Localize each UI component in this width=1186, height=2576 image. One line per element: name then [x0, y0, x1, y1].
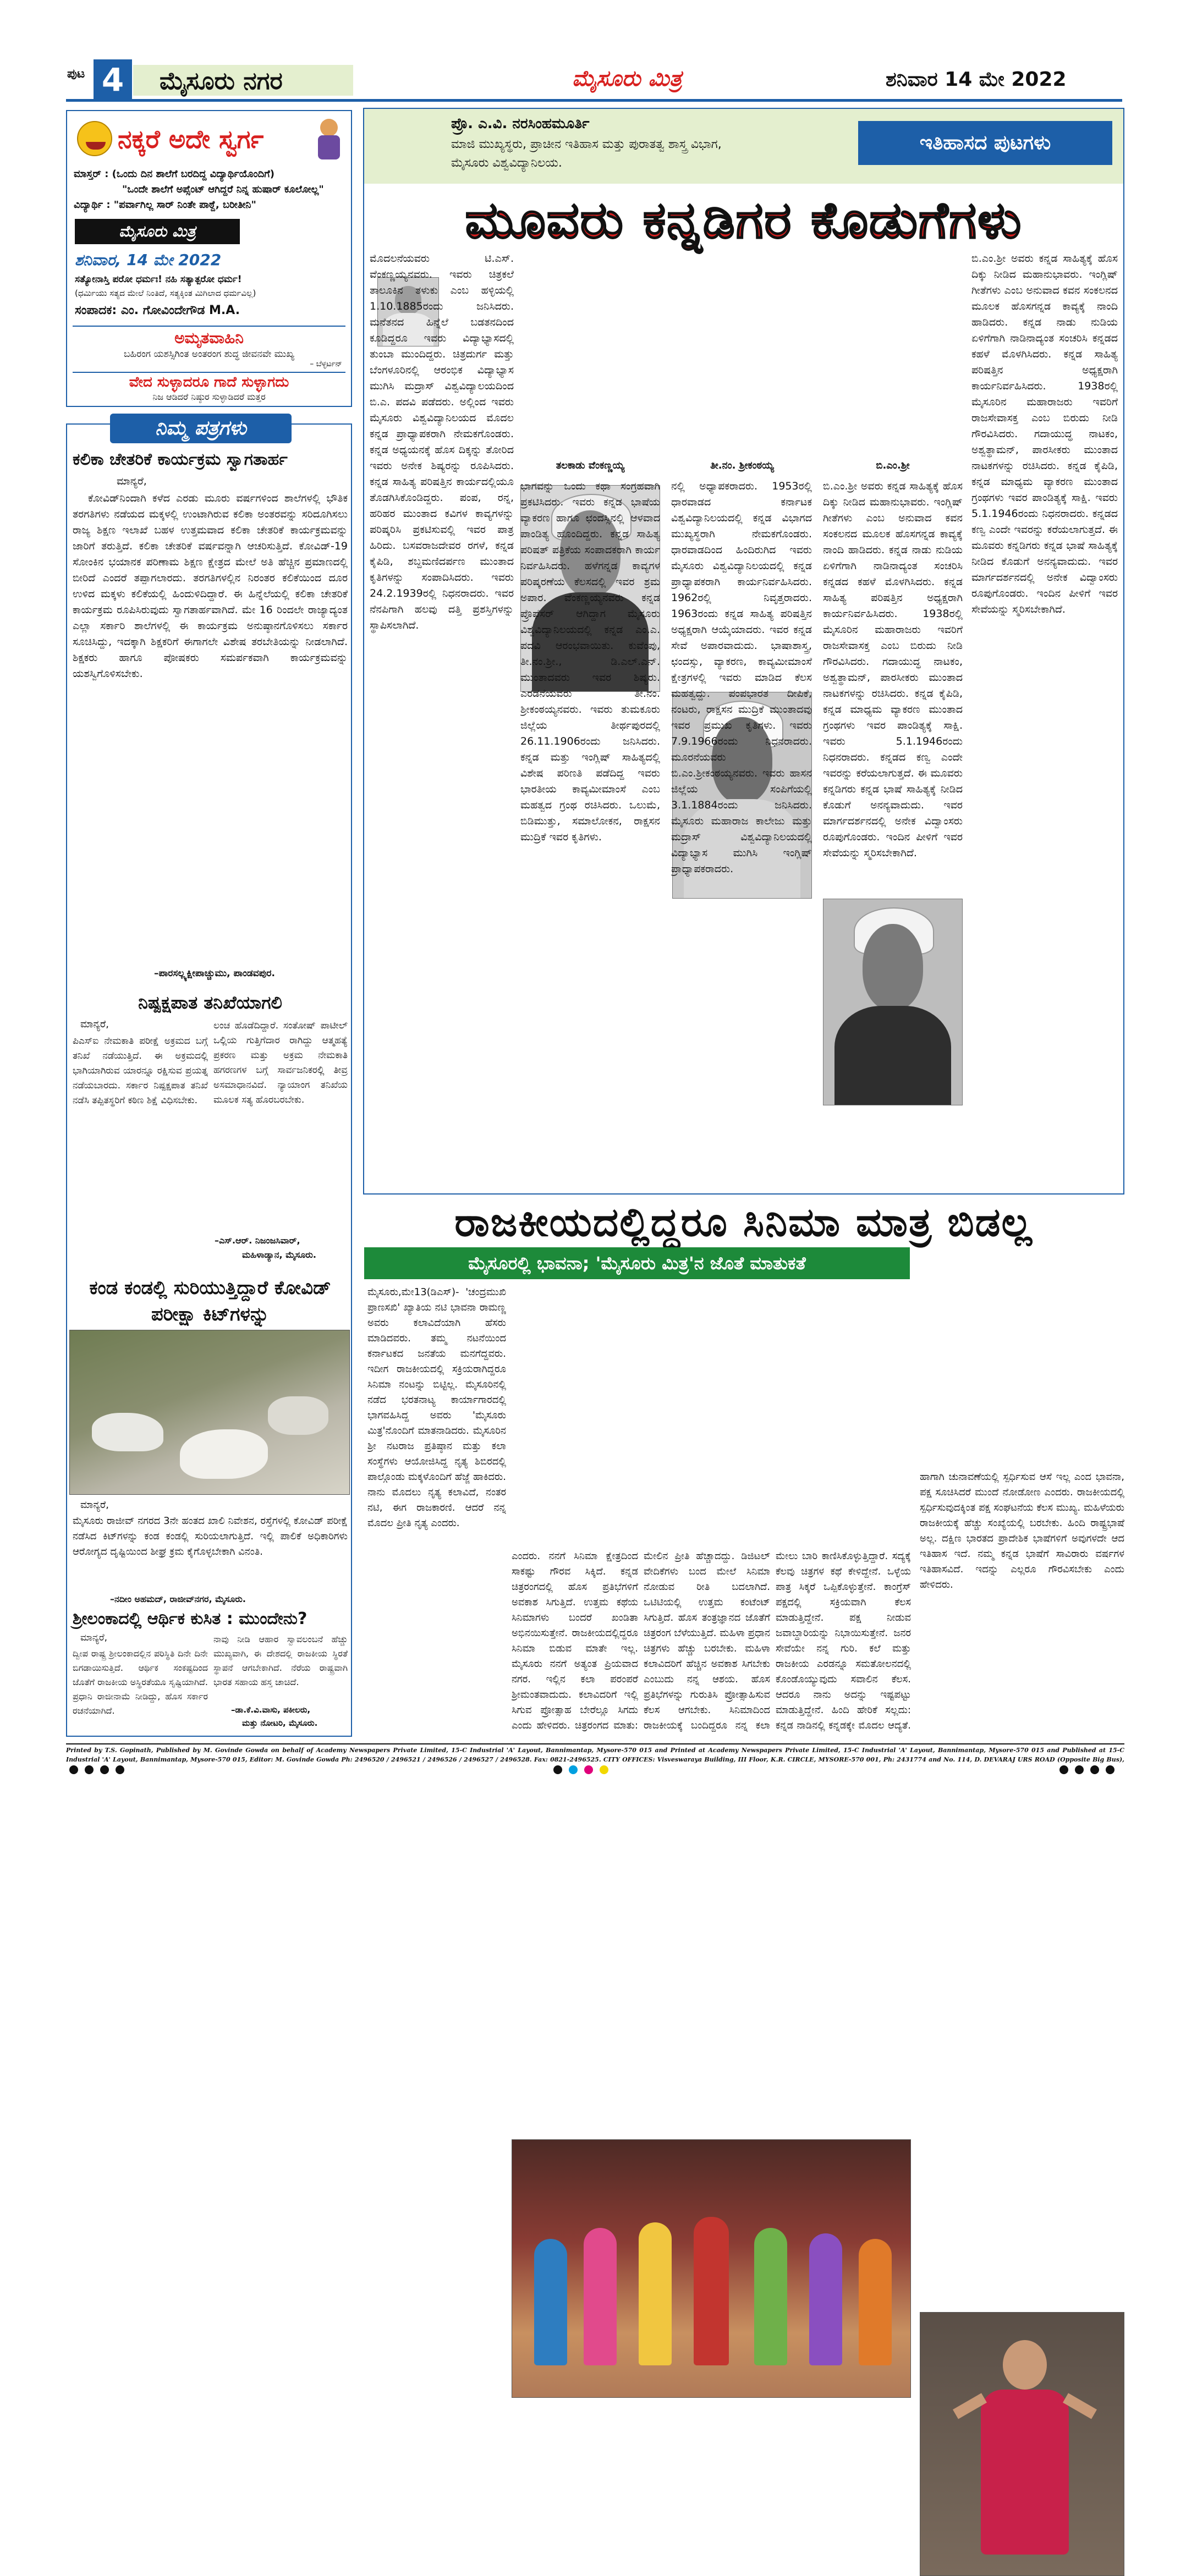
amruta-title: ಅಮೃತವಾಹಿನಿ — [174, 329, 244, 347]
cinema-col5: ಹಾಗಾಗಿ ಚುನಾವಣೆಯಲ್ಲಿ ಸ್ಪರ್ಧಿಸುವ ಆಸೆ ಇಲ್ಲ ಎಂದ ಭಾವನಾ, ಪಕ್ಷ ಸೂಚಿಸಿದರೆ ಮುಂದೆ ನೋಡೋಣ ಎಂದರು. ರಾಜಕೀಯದಲ್ಲಿ ಸ್ಪರ್ಧಿಸುವುದಕ್ಕಿಂತ ಪಕ್ಷ ಸಂಘಟನೆಯ ಕೆಲಸ ಮುಖ್ಯ. ಮಹಿಳೆಯರು ರಾಜಕೀಯಕ್ಕೆ ಹೆಚ್ಚು ಸಂಖ್ಯೆಯಲ್ಲಿ ಬರಬೇಕು. ಹಿಂದಿ ರಾಷ್ಟ್ರಭಾಷೆ ಅಲ್ಲ. ದಕ್ಷಿಣ ಭಾರತದ ಪ್ರಾದೇಶಿಕ ಭಾಷೆಗಳಿಗೆ ಅವುಗಳದೇ ಆದ ಇತಿಹಾಸ ಇದೆ. ನಮ್ಮ ಕನ್ನಡ ಭಾಷೆಗೆ ಸಾವಿರಾರು ವರ್ಷಗಳ ಇತಿಹಾಸವಿದೆ. ಇದನ್ನು ಎಲ್ಲರೂ ಗೌರವಿಸಬೇಕು ಎಂದು ಹೇಳಿದರು. — [920, 1471, 1124, 1590]
caption-tinam: ತೀ.ನಂ. ಶ್ರೀಕಂಠಯ್ಯ — [710, 460, 774, 471]
caption-bmsri: ಬಿ.ಎಂ.ಶ್ರೀ — [876, 460, 910, 471]
letter3-body: ಮೈಸೂರು ರಾಜೀವ್ ನಗರದ 3ನೇ ಹಂತದ ಖಾಲಿ ನಿವೇಶನ, ರಸ್ತೆಗಳಲ್ಲಿ ಕೋವಿಡ್ ಪರೀಕ್ಷೆ ನಡೆಸಿದ ಕಿಟ್‌ಗಳನ್ನು ಕಂಡ ಕಂಡಲ್ಲಿ ಸುರಿಯಲಾಗುತ್ತಿದೆ. ಇಲ್ಲಿ ಪಾಲಿಕೆ ಅಧಿಕಾರಿಗಳು ಆರೋಗ್ಯದ ದೃಷ್ಟಿಯಿಂದ ಶೀಘ್ರ ಕ್ರಮ ಕೈಗೊಳ್ಳಬೇಕಾಗಿ ವಿನಂತಿ. — [73, 1515, 348, 1557]
cinema-col3: ಮೇಲಿನ ಪ್ರೀತಿ ಹೆಚ್ಚಾದದ್ದು. ಡಿಜಿಟಲ್ ವೇದಿಕೆಗಳು ಬಂದ ಮೇಲೆ ಸಿನಿಮಾ ನೋಡುವ ರೀತಿ ಬದಲಾಗಿದೆ. ಒಟಿಟಿಯಲ್ಲಿ ಉತ್ತಮ ಕಂಟೆಂಟ್ ಸಿಗುತ್ತಿದೆ. ಹೊಸ ತಂತ್ರಜ್ಞಾನದ ಜೊತೆಗೆ ಚಿತ್ರರಂಗ ಬೆಳೆಯುತ್ತಿದೆ. ಮಹಿಳಾ ಪ್ರಧಾನ ಚಿತ್ರಗಳು ಹೆಚ್ಚು ಬರಬೇಕು. ಮಹಿಳಾ ಕಲಾವಿದರಿಗೆ ಹೆಚ್ಚಿನ ಅವಕಾಶ ಸಿಗಬೇಕು ಎಂಬುದು ನನ್ನ ಆಶಯ. ಹೊಸ ಪ್ರತಿಭೆಗಳನ್ನು ಗುರುತಿಸಿ ಪ್ರೋತ್ಸಾಹಿಸುವ ಕೆಲಸ ಆಗಬೇಕು. ಸಿನಿಮಾದಿಂದ ರಾಜಕೀಯಕ್ಕೆ ಬಂದಿದ್ದರೂ ನನ್ನ ಕಲಾ — [644, 1550, 770, 1731]
letter2-title: ನಿಷ್ಪಕ್ಷಪಾತ ತನಿಖೆಯಾಗಲಿ — [138, 992, 282, 1013]
laughing-face-icon — [77, 121, 112, 156]
veda-text: ನಿಜ ಆಡಿದರೆ ನಿಷ್ಠುರ ಸುಳ್ಳಾಡಿದರೆ ಮತ್ತರ — [152, 392, 266, 402]
amruta-author: – ಬೆಳ್ಳರ್ಟನ್ — [310, 360, 342, 368]
series-label: ಇತಿಹಾಸದ ಪುಟಗಳು — [858, 121, 1112, 165]
page-date: ಶನಿವಾರ 14 ಮೇ 2022 — [886, 68, 1067, 91]
dance-workshop-photo — [512, 2139, 911, 2398]
history-col4: ಬಿ.ಎಂ.ಶ್ರೀ ಅವರು ಕನ್ನಡ ಸಾಹಿತ್ಯಕ್ಕೆ ಹೊಸ ದಿಕ್ಕು ನೀಡಿದ ಮಹಾನುಭಾವರು. ಇಂಗ್ಲಿಷ್ ಗೀತೆಗಳು ಎಂಬ ಅನುವಾದ ಕವನ ಸಂಕಲನದ ಮೂಲಕ ಹೊಸಗನ್ನಡ ಕಾವ್ಯಕ್ಕೆ ನಾಂದಿ ಹಾಡಿದರು. ಕನ್ನಡ ನಾಡು ನುಡಿಯ ಏಳಿಗೆಗಾಗಿ ನಾಡಿನಾದ್ಯಂತ ಸಂಚರಿಸಿ ಕನ್ನಡದ ಕಹಳೆ ಮೊಳಗಿಸಿದರು. ಕನ್ನಡ ಸಾಹಿತ್ಯ ಪರಿಷತ್ತಿನ ಅಧ್ಯಕ್ಷರಾಗಿ ಕಾರ್ಯನಿರ್ವಹಿಸಿದರು. 1938ರಲ್ಲಿ ಮೈಸೂರಿನ ಮಹಾರಾಜರು ಇವರಿಗೆ ರಾಜಸೇವಾಸಕ್ತ ಎಂಬ ಬಿರುದು ನೀಡಿ ಗೌರವಿಸಿದರು. ಗದಾಯುದ್ಧ ನಾಟಕಂ, ಅಶ್ವತ್ಥಾಮನ್, ಪಾರಸೀಕರು ಮುಂತಾದ ನಾಟಕಗಳನ್ನು ರಚಿಸಿದರು. ಕನ್ನಡ ಕೈಪಿಡಿ, ಕನ್ನಡ ಮಾಧ್ಯಮ ವ್ಯಾಕರಣ ಮುಂತಾದ ಗ್ರಂಥಗಳು ಇವರ ಪಾಂಡಿತ್ಯಕ್ಕೆ ಸಾಕ್ಷಿ. ಇವರು 5.1.1946ರಂದು ನಿಧನರಾದರು. ಕನ್ನಡದ ಕಣ್ವ ಎಂದೇ ಇವರನ್ನು ಕರೆಯಲಾಗುತ್ತದೆ. ಈ ಮೂವರು ಕನ್ನಡಿಗರು ಕನ್ನಡ ಭಾಷೆ ಸಾಹಿತ್ಯಕ್ಕೆ ನೀಡಿದ ಕೊಡುಗೆ ಅನನ್ಯವಾದುದು. ಇವರ ಮಾರ್ಗದರ್ಶನದಲ್ಲಿ ಅನೇಕ ವಿದ್ವಾಂಸರು ರೂಪುಗೊಂಡರು. ಇಂದಿನ ಪೀಳಿಗೆ ಇವರ ಸೇವೆಯನ್ನು ಸ್ಮರಿಸಬೇಕಾಗಿದೆ. — [823, 480, 963, 859]
cinema-col4: ಮೇಲು ಬಾರಿ ಕಾಣಿಸಿಕೊಳ್ಳುತ್ತಿದ್ದಾರೆ. ಸದ್ಯಕ್ಕೆ ಕೆಲವು ಚಿತ್ರಗಳ ಕಥೆ ಕೇಳಿದ್ದೇನೆ. ಒಳ್ಳೆಯ ಪಾತ್ರ ಸಿಕ್ಕರೆ ಒಪ್ಪಿಕೊಳ್ಳುತ್ತೇನೆ. ಕಾಂಗ್ರೆಸ್ ಪಕ್ಷದಲ್ಲಿ ಸಕ್ರಿಯವಾಗಿ ಕೆಲಸ ಮಾಡುತ್ತಿದ್ದೇನೆ. ಪಕ್ಷ ನೀಡುವ ಜವಾಬ್ದಾರಿಯನ್ನು ನಿಭಾಯಿಸುತ್ತೇನೆ. ಜನರ ಸೇವೆಯೇ ನನ್ನ ಗುರಿ. ಕಲೆ ಮತ್ತು ರಾಜಕೀಯ ಎರಡನ್ನೂ ಸಮತೋಲನದಲ್ಲಿ ಕೊಂಡೊಯ್ಯುವುದು ಸವಾಲಿನ ಕೆಲಸ. ಆದರೂ ನಾನು ಅದನ್ನು ಇಷ್ಟಪಟ್ಟು ಮಾಡುತ್ತಿದ್ದೇನೆ. ಹಿಂದಿ ಹೇರಿಕೆ ಸಲ್ಲದು: ಕನ್ನಡ ನಾಡಿನಲ್ಲಿ ಕನ್ನಡಕ್ಕೇ ಮೊದಲ ಆದ್ಯತೆ. — [776, 1550, 911, 1731]
cinema-col1: ಮೈಸೂರು,ಮೇ13(ಡಿಎಸ್)- 'ಚಂದ್ರಮುಖಿ ಪ್ರಾಣಸಖಿ' ಖ್ಯಾತಿಯ ನಟಿ ಭಾವನಾ ರಾಮಣ್ಣ ಅವರು ಕಲಾವಿದೆಯಾಗಿ ಹೆಸರು ಮಾಡಿದವರು. ತಮ್ಮ ನಟನೆಯಿಂದ ಕರ್ನಾಟಕದ ಜನತೆಯ ಮನಗೆದ್ದವರು. ಇದೀಗ ರಾಜಕೀಯದಲ್ಲಿ ಸಕ್ರಿಯರಾಗಿದ್ದರೂ ಸಿನಿಮಾ ನಂಟನ್ನು ಬಿಟ್ಟಿಲ್ಲ. ಮೈಸೂರಿನಲ್ಲಿ ನಡೆದ ಭರತನಾಟ್ಯ ಕಾರ್ಯಾಗಾರದಲ್ಲಿ ಭಾಗವಹಿಸಿದ್ದ ಅವರು 'ಮೈಸೂರು ಮಿತ್ರ'ನೊಂದಿಗೆ ಮಾತನಾಡಿದರು. ಮೈಸೂರಿನ ಶ್ರೀ ನಟರಾಜ ಪ್ರತಿಷ್ಠಾನ ಮತ್ತು ಕಲಾ ಸಂಸ್ಥೆಗಳು ಆಯೋಜಿಸಿದ್ದ ನೃತ್ಯ ಶಿಬಿರದಲ್ಲಿ ಪಾಲ್ಗೊಂಡು ಮಕ್ಕಳೊಂದಿಗೆ ಹೆಜ್ಜೆ ಹಾಕಿದರು. ನಾನು ಮೊದಲು ನೃತ್ಯ ಕಲಾವಿದೆ, ನಂತರ ನಟಿ, ಈಗ ರಾಜಕಾರಣಿ. ಆದರೆ ನನ್ನ ಮೊದಲ ಪ್ರೀತಿ ನೃತ್ಯ ಎಂದರು. — [367, 1286, 506, 1529]
history-col3: ನಲ್ಲಿ ಅಧ್ಯಾಪಕರಾದರು. 1953ರಲ್ಲಿ ಧಾರವಾಡದ ಕರ್ನಾಟಕ ವಿಶ್ವವಿದ್ಯಾನಿಲಯದಲ್ಲಿ ಕನ್ನಡ ವಿಭಾಗದ ಮುಖ್ಯಸ್ಥರಾಗಿ ನೇಮಕಗೊಂಡರು. ಧಾರವಾಡದಿಂದ ಹಿಂದಿರುಗಿದ ಇವರು ಮೈಸೂರು ವಿಶ್ವವಿದ್ಯಾನಿಲಯದಲ್ಲಿ ಕನ್ನಡ ಪ್ರಾಧ್ಯಾಪಕರಾಗಿ ಕಾರ್ಯನಿರ್ವಹಿಸಿದರು. 1962ರಲ್ಲಿ ನಿವೃತ್ತರಾದರು. 1963ರಂದು ಕನ್ನಡ ಸಾಹಿತ್ಯ ಪರಿಷತ್ತಿನ ಅಧ್ಯಕ್ಷರಾಗಿ ಆಯ್ಕೆಯಾದರು. ಇವರ ಕನ್ನಡ ಸೇವೆ ಅಪಾರವಾದುದು. ಭಾಷಾಶಾಸ್ತ್ರ, ಛಂದಸ್ಸು, ವ್ಯಾಕರಣ, ಕಾವ್ಯಮೀಮಾಂಸೆ ಕ್ಷೇತ್ರಗಳಲ್ಲಿ ಇವರು ಮಾಡಿದ ಕೆಲಸ ಮಹತ್ವದ್ದು. ಪಂಪಭಾರತ ದೀಪಿಕೆ, ನಂಟರು, ರಾಕ್ಷಸನ ಮುದ್ರಿಕೆ ಮುಂತಾದವು ಇವರ ಪ್ರಮುಖ ಕೃತಿಗಳು. ಇವರು 7.9.1966ರಂದು ನಿಧನರಾದರು. ಮೂರನೆಯವರು ಬಿ.ಎಂ.ಶ್ರೀಕಂಠಯ್ಯನವರು. ಇವರು ಹಾಸನ ಜಿಲ್ಲೆಯ ಸಂಪಿಗೆಯಲ್ಲಿ 3.1.1884ರಂದು ಜನಿಸಿದರು. ಮೈಸೂರು ಮಹಾರಾಜ ಕಾಲೇಜು ಮತ್ತು ಮದ್ರಾಸ್ ವಿಶ್ವವಿದ್ಯಾನಿಲಯದಲ್ಲಿ ವಿದ್ಯಾಭ್ಯಾಸ ಮುಗಿಸಿ ಇಂಗ್ಲಿಷ್ ಪ್ರಾಧ್ಯಾಪಕರಾದರು. — [671, 480, 812, 875]
letter2-salute: ಮಾನ್ಯರೆ, — [80, 1019, 109, 1030]
page-header — [0, 55, 1186, 102]
letter4-sign1: –ಡಾ.ಕೆ.ವಿ.ವಾಸು, ಪಕೀಲರು, — [231, 1705, 311, 1715]
letter1-salute: ಮಾನ್ಯರೆ, — [117, 475, 147, 487]
cinema-subhead: ಮೈಸೂರಲ್ಲಿ ಭಾವನಾ; 'ಮೈಸೂರು ಮಿತ್ರ'ನ ಜೊತೆ ಮಾತುಕತೆ — [364, 1247, 910, 1279]
cinema-headline: ರಾಜಕೀಯದಲ್ಲಿದ್ದರೂ ಸಿನಿಮಾ ಮಾತ್ರ ಬಿಡಲ್ಲ — [454, 1199, 1033, 1245]
humour-title: ನಕ್ಕರೆ ಅದೇ ಸ್ವರ್ಗ — [118, 124, 264, 154]
caption-venkannaiah: ತಲಕಾಡು ವೆಂಕಣ್ಣಯ್ಯ — [556, 460, 625, 471]
humour-box — [66, 110, 352, 407]
letter4-body-b: ನಾವು ನೀಡಿ ಆಹಾರ ಸ್ವಾವಲಂಬನೆ ಹೆಚ್ಚು ಮುಖ್ಯವಾಗಿ, ಈ ದೇಶದಲ್ಲಿ ರಾಜಕೀಯ ಸ್ಥಿರತೆ ಸ್ಥಾಪನೆ ಆಗಬೇಕಾಗಿದೆ. ನೆರೆಯ ರಾಷ್ಟ್ರವಾಗಿ ಭಾರತ ಸಹಾಯ ಹಸ್ತ ಚಾಚಿದೆ. — [213, 1634, 348, 1687]
page-number: 4 — [101, 61, 124, 98]
history-col2: ಭಾಗವನ್ನು ಒಂದು ಕಥಾ ಸಂಗ್ರಹವಾಗಿ ಪ್ರಕಟಿಸಿದರು. ಇವರು ಕನ್ನಡ ಭಾಷೆಯ ವ್ಯಾಕರಣ ಹಾಗೂ ಛಂದಸ್ಸಿನಲ್ಲಿ ಆಳವಾದ ಪಾಂಡಿತ್ಯ ಹೊಂದಿದ್ದರು. ಕನ್ನಡ ಸಾಹಿತ್ಯ ಪರಿಷತ್ ಪತ್ರಿಕೆಯ ಸಂಪಾದಕರಾಗಿ ಕಾರ್ಯ ನಿರ್ವಹಿಸಿದರು. ಹಳೆಗನ್ನಡ ಕಾವ್ಯಗಳ ಪರಿಷ್ಕರಣೆಯ ಕೆಲಸದಲ್ಲಿ ಇವರ ಶ್ರಮ ಅಪಾರ. ವೆಂಕಣ್ಣಯ್ಯನವರು ಕನ್ನಡ ಪ್ರೊಫೆಸರ್ ಆಗಿದ್ದಾಗ ಮೈಸೂರು ವಿಶ್ವವಿದ್ಯಾನಿಲಯದಲ್ಲಿ ಕನ್ನಡ ಎಂ.ಎ. ಪದವಿ ಆರಂಭವಾಯಿತು. ಕುವೆಂಪು, ತೀ.ನಂ.ಶ್ರೀ., ಡಿ.ಎಲ್.ಎನ್. ಮುಂತಾದವರು ಇವರ ಶಿಷ್ಯರು. ಎರಡನೆಯವರು ತೀ.ನಂ. ಶ್ರೀಕಂಠಯ್ಯನವರು. ಇವರು ತುಮಕೂರು ಜಿಲ್ಲೆಯ ತೀರ್ಥಪುರದಲ್ಲಿ 26.11.1906ರಂದು ಜನಿಸಿದರು. ಕನ್ನಡ ಮತ್ತು ಇಂಗ್ಲಿಷ್ ಸಾಹಿತ್ಯದಲ್ಲಿ ವಿಶೇಷ ಪರಿಣತಿ ಪಡೆದಿದ್ದ ಇವರು ಭಾರತೀಯ ಕಾವ್ಯಮೀಮಾಂಸೆ ಎಂಬ ಮಹತ್ವದ ಗ್ರಂಥ ರಚಿಸಿದರು. ಒಲುಮೆ, ಬಿಡಿಮುತ್ತು, ಸಮಾಲೋಕನ, ರಾಕ್ಷಸನ ಮುದ್ರಿಕೆ ಇವರ ಕೃತಿಗಳು. — [520, 480, 660, 843]
letter4-sign2: ಮತ್ತು ನೋಟರಿ, ಮೈಸೂರು. — [242, 1718, 318, 1728]
editor-motto-sub: (ಧರ್ಮಿಯು ಸತ್ಯದ ಮೇಲೆ ನಿಂತಿದೆ, ಸತ್ಯಕ್ಕಿಂತ ಮಿಗಿಲಾದ ಧರ್ಮವಿಲ್ಲ) — [75, 288, 256, 298]
history-headline: ಮೂವರು ಕನ್ನಡಿಗರ ಕೊಡುಗೆಗಳು — [465, 190, 1023, 250]
letters-header: ನಿಮ್ಮ ಪತ್ರಗಳು — [110, 414, 292, 443]
veda-title: ವೇದ ಸುಳ್ಳಾದರೂ ಗಾದೆ ಸುಳ್ಳಾಗದು — [129, 374, 289, 390]
history-col5: ಬಿ.ಎಂ.ಶ್ರೀ ಅವರು ಕನ್ನಡ ಸಾಹಿತ್ಯಕ್ಕೆ ಹೊಸ ದಿಕ್ಕು ನೀಡಿದ ಮಹಾನುಭಾವರು. ಇಂಗ್ಲಿಷ್ ಗೀತೆಗಳು ಎಂಬ ಅನುವಾದ ಕವನ ಸಂಕಲನದ ಮೂಲಕ ಹೊಸಗನ್ನಡ ಕಾವ್ಯಕ್ಕೆ ನಾಂದಿ ಹಾಡಿದರು. ಕನ್ನಡ ನಾಡು ನುಡಿಯ ಏಳಿಗೆಗಾಗಿ ನಾಡಿನಾದ್ಯಂತ ಸಂಚರಿಸಿ ಕನ್ನಡದ ಕಹಳೆ ಮೊಳಗಿಸಿದರು. ಕನ್ನಡ ಸಾಹಿತ್ಯ ಪರಿಷತ್ತಿನ ಅಧ್ಯಕ್ಷರಾಗಿ ಕಾರ್ಯನಿರ್ವಹಿಸಿದರು. 1938ರಲ್ಲಿ ಮೈಸೂರಿನ ಮಹಾರಾಜರು ಇವರಿಗೆ ರಾಜಸೇವಾಸಕ್ತ ಎಂಬ ಬಿರುದು ನೀಡಿ ಗೌರವಿಸಿದರು. ಗದಾಯುದ್ಧ ನಾಟಕಂ, ಅಶ್ವತ್ಥಾಮನ್, ಪಾರಸೀಕರು ಮುಂತಾದ ನಾಟಕಗಳನ್ನು ರಚಿಸಿದರು. ಕನ್ನಡ ಕೈಪಿಡಿ, ಕನ್ನಡ ಮಾಧ್ಯಮ ವ್ಯಾಕರಣ ಮುಂತಾದ ಗ್ರಂಥಗಳು ಇವರ ಪಾಂಡಿತ್ಯಕ್ಕೆ ಸಾಕ್ಷಿ. ಇವರು 5.1.1946ರಂದು ನಿಧನರಾದರು. ಕನ್ನಡದ ಕಣ್ವ ಎಂದೇ ಇವರನ್ನು ಕರೆಯಲಾಗುತ್ತದೆ. ಈ ಮೂವರು ಕನ್ನಡಿಗರು ಕನ್ನಡ ಭಾಷೆ ಸಾಹಿತ್ಯಕ್ಕೆ ನೀಡಿದ ಕೊಡುಗೆ ಅನನ್ಯವಾದುದು. ಇವರ ಮಾರ್ಗದರ್ಶನದಲ್ಲಿ ಅನೇಕ ವಿದ್ವಾಂಸರು ರೂಪುಗೊಂಡರು. ಇಂದಿನ ಪೀಳಿಗೆ ಇವರ ಸೇವೆಯನ್ನು ಸ್ಮರಿಸಬೇಕಾಗಿದೆ. — [971, 252, 1118, 615]
test-kit-waste-photo — [69, 1330, 350, 1495]
masthead-logo: ಮೈಸೂರು ಮಿತ್ರ — [572, 66, 682, 91]
author-role2: ಮೈಸೂರು ವಿಶ್ವವಿದ್ಯಾನಿಲಯ. — [451, 156, 562, 170]
letter3-title: ಕಂಡ ಕಂಡಲ್ಲಿ ಸುರಿಯುತ್ತಿದ್ದಾರೆ ಕೋವಿಡ್ ಪರೀಕ್ಷಾ ಕಿಟ್‌ಗಳನ್ನು — [89, 1277, 331, 1325]
letter3-salute: ಮಾನ್ಯರೆ, — [80, 1499, 109, 1511]
author-role1: ಮಾಜಿ ಮುಖ್ಯಸ್ಥರು, ಪ್ರಾಚೀನ ಇತಿಹಾಸ ಮತ್ತು ಪುರಾತತ್ವ ಶಾಸ್ತ್ರ ವಿಭಾಗ, — [451, 137, 722, 151]
section-title: ಮೈಸೂರು ನಗರ — [160, 67, 283, 95]
letter4-body-a: ದ್ವೀಪ ರಾಷ್ಟ್ರ ಶ್ರೀಲಂಕಾದಲ್ಲಿನ ಪರಿಸ್ಥಿತಿ ದಿನೇ ದಿನೇ ಬಿಗಡಾಯಿಸುತ್ತಿದೆ. ಆರ್ಥಿಕ ಸಂಕಷ್ಟದಿಂದ ಜೊತೆಗೆ ರಾಜಕೀಯ ಅಸ್ಥಿರತೆಯೂ ಸೃಷ್ಟಿಯಾಗಿದೆ. ಪ್ರಧಾನಿ ರಾಜೀನಾಮೆ ನೀಡಿದ್ದು, ಹೊಸ ಸರ್ಕಾರ ರಚನೆಯಾಗಿದೆ. — [73, 1648, 208, 1716]
letter4-salute: ಮಾನ್ಯರೆ, — [80, 1632, 108, 1643]
letter1-body: ಕೋವಿಡ್‌ನಿಂದಾಗಿ ಕಳೆದ ಎರಡು ಮೂರು ವರ್ಷಗಳಿಂದ ಶಾಲೆಗಳಲ್ಲಿ ಭೌತಿಕ ತರಗತಿಗಳು ನಡೆಯದ ಮಕ್ಕಳಲ್ಲಿ ಉಂಟಾಗಿರುವ ಕಲಿಕಾ ಅಂತರವನ್ನು ಸರಿದೂಗಿಸಲು ರಾಜ್ಯ ಶಿಕ್ಷಣ ಇಲಾಖೆ ಬಹಳ ಉತ್ತಮವಾದ ಕಲಿಕಾ ಚೇತರಿಕೆ ಕಾರ್ಯಕ್ರಮವನ್ನು ಜಾರಿಗೆ ತರುತ್ತಿದೆ. ಕಲಿಕಾ ಚೇತರಿಕೆ ವರ್ಷವನ್ನಾಗಿ ಆಚರಿಸುತ್ತಿದೆ. ಕೋವಿಡ್-19 ಸೋಂಕಿನ ಭಯಾನಕ ಪರಿಣಾಮ ಶಿಕ್ಷಣ ಕ್ಷೇತ್ರದ ಮೇಲೆ ಅತಿ ಹೆಚ್ಚಿನ ಪ್ರಮಾಣದಲ್ಲಿ ಬೀರಿದೆ ಎಂದರೆ ತಪ್ಪಾಗಲಾರದು. ತರಗತಿಗಳಲ್ಲಿನ ನಿರಂತರ ಕಲಿಕೆಯಿಂದ ದೂರ ಉಳಿದ ಮಕ್ಕಳು ಕಲಿಕೆಯಲ್ಲಿ ಹಿಂದುಳಿದಿದ್ದಾರೆ. ಈ ಹಿನ್ನೆಲೆಯಲ್ಲಿ ಕಲಿಕಾ ಚೇತರಿಕೆ ಕಾರ್ಯಕ್ರಮ ರೂಪಿಸಿರುವುದು ಸ್ವಾಗತಾರ್ಹವಾಗಿದೆ. ಮೇ 16 ರಿಂದಲೇ ರಾಜ್ಯಾದ್ಯಂತ ಎಲ್ಲಾ ಸರ್ಕಾರಿ ಶಾಲೆಗಳಲ್ಲಿ ಈ ಕಾರ್ಯಕ್ರಮ ಅನುಷ್ಠಾನಗೊಳಿಸಲು ಸರ್ಕಾರ ಸೂಚಿಸಿದ್ದು, ಇದಕ್ಕಾಗಿ ಶಿಕ್ಷಕರಿಗೆ ಈಗಾಗಲೇ ವಿಶೇಷ ತರಬೇತಿಯನ್ನು ನೀಡಲಾಗಿದೆ. ಶಿಕ್ಷಕರು ಹಾಗೂ ಪೋಷಕರು ಸಮರ್ಪಕವಾಗಿ ಕಾರ್ಯಕ್ರಮವನ್ನು ಯಶಸ್ವಿಗೊಳಿಸಬೇಕು. — [73, 492, 348, 680]
letter1-title: ಕಲಿಕಾ ಚೇತರಿಕೆ ಕಾರ್ಯಕ್ರಮ ಸ್ವಾಗತಾರ್ಹ — [73, 450, 288, 469]
amruta-text: ಬಹಿರಂಗ ಯಶಸ್ಸಿಗಿಂತ ಅಂತರಂಗ ಶುದ್ಧ ಜೀವನವೇ ಮುಖ್ಯ — [124, 349, 294, 360]
editor-name: ಸಂಪಾದಕ: ಎಂ. ಗೋವಿಂದೇಗೌಡ M.A. — [75, 304, 240, 317]
humour-line2: "ಒಂದೇ ಶಾಲೆಗೆ ಅಪ್ಸೆಂಟ್ ಆಗಿದ್ದರೆ ನಿನ್ನ ಹುಷಾರ್ ಕೂಲೋಲ್ಲ" — [122, 184, 324, 195]
letter2-body-a: ಪಿಎಸ್‌ಐ ನೇಮಕಾತಿ ಪರೀಕ್ಷೆ ಅಕ್ರಮದ ಬಗ್ಗೆ ತನಿಖೆ ನಡೆಯುತ್ತಿದೆ. ಈ ಅಕ್ರಮದಲ್ಲಿ ಭಾಗಿಯಾಗಿರುವ ಯಾರನ್ನೂ ರಕ್ಷಿಸುವ ಪ್ರಯತ್ನ ನಡೆಯಬಾರದು. ಸರ್ಕಾರ ನಿಷ್ಪಕ್ಷಪಾತ ತನಿಖೆ ನಡೆಸಿ ತಪ್ಪಿತಸ್ಥರಿಗೆ ಕಠಿಣ ಶಿಕ್ಷೆ ವಿಧಿಸಬೇಕು. — [73, 1036, 208, 1106]
letter4-title: ಶ್ರೀಲಂಕಾದಲ್ಲಿ ಆರ್ಥಿಕ ಕುಸಿತ : ಮುಂದೇನು? — [73, 1609, 308, 1628]
letter1-sign: –ಪಾರಸಲ್ಲ್ಯಕ್ಷೀಪಾಚ್ಚುಮು, ಪಾಂಡವಪುರ. — [154, 968, 275, 979]
veda-box — [73, 372, 345, 404]
editor-motto: ಸತ್ಯೋನಾಸ್ತಿ ಪರೋ ಧರ್ಮಃ! ನಹಿ ಸತ್ಯಾತ್ಪರೋ ಧರ್ಮ! — [75, 274, 242, 285]
bhavana-portrait-photo — [920, 2312, 1124, 2576]
author-name: ಪ್ರೊ. ಎ.ವಿ. ನರಸಿಂಹಮೂರ್ತಿ — [451, 115, 590, 132]
footer-imprint: Printed by T.S. Gopinath, Published by M. Govinde Gowda on behalf of Academy Newspapers Private Limited, 15-C Industrial 'A' Layout, Bannimantap, Mysore-570 015 and Printed at Academy Newspapers Private Limited, 15-C Industrial 'A' Layout, Bannimantap, Mysore-570 015 and Published at 15-C Industrial 'A' Layout, Bannimantap, Mysore-570 015, Editor: M. Govinde Gowda Ph: 2496520 / 2496521 / 2496526 / 2496527 / 2496528. Fax: 0821-2496525. CITY OFFICES: Visveswaraya Building, III Floor, K.R. CIRCLE, MYSORE-570 001, Ph: 2431774 and No. 114, D. DEVARAJ URS ROAD (Opposite Big Bus), — [66, 1747, 1124, 1763]
letter2-sign2: ಮಹಿಳಾಡ್ಯಾನ, ಮೈಸೂರು. — [242, 1250, 316, 1260]
letter2-sign1: –ಎಸ್.ಆರ್. ನಿಜಂಜಸಿವಾರ್, — [215, 1235, 300, 1246]
humour-line1: ಮಾಸ್ತರ್ : (ಒಂದು ದಿನ ಶಾಲೆಗೆ ಬರದಿದ್ದ ವಿದ್ಯಾರ್ಥಿಯೊಂದಿಗೆ) — [74, 168, 274, 180]
letter2-body-b: ಲಂಚ ಹೊಡೆದಿದ್ದಾರೆ. ಸಂತೋಷ್ ಪಾಟೀಲ್ ಒಲ್ಲಿಯ ಗುತ್ತಿಗೆದಾರ ರಾಗಿದ್ದು ಆತ್ಮಹತ್ಯೆ ಪ್ರಕರಣ ಮತ್ತು ಅಕ್ರಮ ನೇಮಕಾತಿ ಹಗರಣಗಳ ಬಗ್ಗೆ ಸಾರ್ವಜನಿಕರಲ್ಲಿ ತೀವ್ರ ಅಸಮಾಧಾನವಿದೆ. ನ್ಯಾಯಾಂಗ ತನಿಖೆಯ ಮೂಲಕ ಸತ್ಯ ಹೊರಬರಬೇಕು. — [213, 1020, 348, 1105]
editor-logo: ಮೈಸೂರು ಮಿತ್ರ — [75, 219, 240, 244]
cinema-col2: ಎಂದರು. ನನಗೆ ಸಿನಿಮಾ ಕ್ಷೇತ್ರದಿಂದ ಸಾಕಷ್ಟು ಗೌರವ ಸಿಕ್ಕಿದೆ. ಕನ್ನಡ ಚಿತ್ರರಂಗದಲ್ಲಿ ಹೊಸ ಪ್ರತಿಭೆಗಳಿಗೆ ಅವಕಾಶ ಸಿಗುತ್ತಿದೆ. ಉತ್ತಮ ಕಥೆಯ ಸಿನಿಮಾಗಳು ಬಂದರೆ ಖಂಡಿತಾ ಅಭಿನಯಿಸುತ್ತೇನೆ. ರಾಜಕೀಯದಲ್ಲಿದ್ದರೂ ಸಿನಿಮಾ ಬಿಡುವ ಮಾತೇ ಇಲ್ಲ. ಮೈಸೂರು ನನಗೆ ಅತ್ಯಂತ ಪ್ರಿಯವಾದ ನಗರ. ಇಲ್ಲಿನ ಕಲಾ ಪರಂಪರೆ ಶ್ರೀಮಂತವಾದುದು. ಕಲಾವಿದರಿಗೆ ಇಲ್ಲಿ ಸಿಗುವ ಪ್ರೋತ್ಸಾಹ ಬೇರೆಲ್ಲೂ ಸಿಗದು ಎಂದು ಹೇಳಿದರು. ಚಿತ್ರರಂಗದ ಮಾತು: — [512, 1550, 638, 1731]
cartoon-figure-icon — [314, 119, 344, 159]
header-rule — [66, 99, 1122, 102]
page-label: ಪುಟ — [67, 67, 85, 81]
editor-date: ಶನಿವಾರ, 14 ಮೇ 2022 — [75, 251, 222, 269]
registration-marks — [0, 1765, 1186, 1782]
letter3-sign: –ನದೀಂ ಅಹಮದ್, ರಾಜೀವ್‌ನಗರ, ಮೈಸೂರು. — [110, 1594, 246, 1604]
humour-line3: ವಿದ್ಯಾರ್ಥಿ : "ಪರ್ವಾಗಿಲ್ಲ ಸಾರ್ ನಿಂತೇ ಪಾಠ್ದೆ, ಬರೀತೀನಿ" — [74, 199, 256, 211]
footer-rule — [66, 1743, 1124, 1744]
history-col1: ಮೊದಲನೆಯವರು ಟಿ.ಎಸ್. ವೆಂಕಣ್ಣಯ್ಯನವರು. ಇವರು ಚಿತ್ರಕಲೆ ತಾಲೂಕಿನ ತಳುಕು ಎಂಬ ಹಳ್ಳಿಯಲ್ಲಿ 1.10.1885ರಂದು ಜನಿಸಿದರು. ಮನೆತನದ ಹಿನ್ನೆಲೆ ಬಡತನದಿಂದ ಕೂಡಿದ್ದರೂ ಇವರು ವಿದ್ಯಾಭ್ಯಾಸದಲ್ಲಿ ತುಂಬಾ ಮುಂದಿದ್ದರು. ಚಿತ್ರದುರ್ಗ ಮತ್ತು ಬೆಂಗಳೂರಿನಲ್ಲಿ ಆರಂಭಿಕ ವಿದ್ಯಾಭ್ಯಾಸ ಮುಗಿಸಿ ಮದ್ರಾಸ್ ವಿಶ್ವವಿದ್ಯಾಲಯದಿಂದ ಬಿ.ಎ. ಪದವಿ ಪಡೆದರು. ಅಲ್ಲಿಂದ ಇವರು ಮೈಸೂರು ವಿಶ್ವವಿದ್ಯಾನಿಲಯದ ಮೊದಲ ಕನ್ನಡ ಪ್ರಾಧ್ಯಾಪಕರಾಗಿ ನೇಮಕಗೊಂಡರು. ಕನ್ನಡ ಅಧ್ಯಯನಕ್ಕೆ ಹೊಸ ದಿಕ್ಕನ್ನು ತೋರಿದ ಇವರು ಅನೇಕ ಶಿಷ್ಯರನ್ನು ರೂಪಿಸಿದರು. ಕನ್ನಡ ಸಾಹಿತ್ಯ ಪರಿಷತ್ತಿನ ಕಾರ್ಯದಲ್ಲಿಯೂ ತೊಡಗಿಸಿಕೊಂಡಿದ್ದರು. ಪಂಪ, ರನ್ನ, ಹರಿಹರ ಮುಂತಾದ ಕವಿಗಳ ಕಾವ್ಯಗಳನ್ನು ಪರಿಷ್ಕರಿಸಿ ಪ್ರಕಟಿಸುವಲ್ಲಿ ಇವರ ಪಾತ್ರ ಹಿರಿದು. ಬಸವರಾಜದೇವರ ರಗಳೆ, ಕನ್ನಡ ಕೈಪಿಡಿ, ಶಬ್ದಮಣಿದರ್ಪಣ ಮುಂತಾದ ಕೃತಿಗಳನ್ನು ಸಂಪಾದಿಸಿದರು. ಇವರು 24.2.1939ರಲ್ಲಿ ನಿಧನರಾದರು. ಇವರ ನೆನಪಿಗಾಗಿ ಹಲವು ದತ್ತಿ ಪ್ರಶಸ್ತಿಗಳನ್ನು ಸ್ಥಾಪಿಸಲಾಗಿದೆ. — [370, 252, 514, 631]
amruta-box — [73, 326, 345, 368]
